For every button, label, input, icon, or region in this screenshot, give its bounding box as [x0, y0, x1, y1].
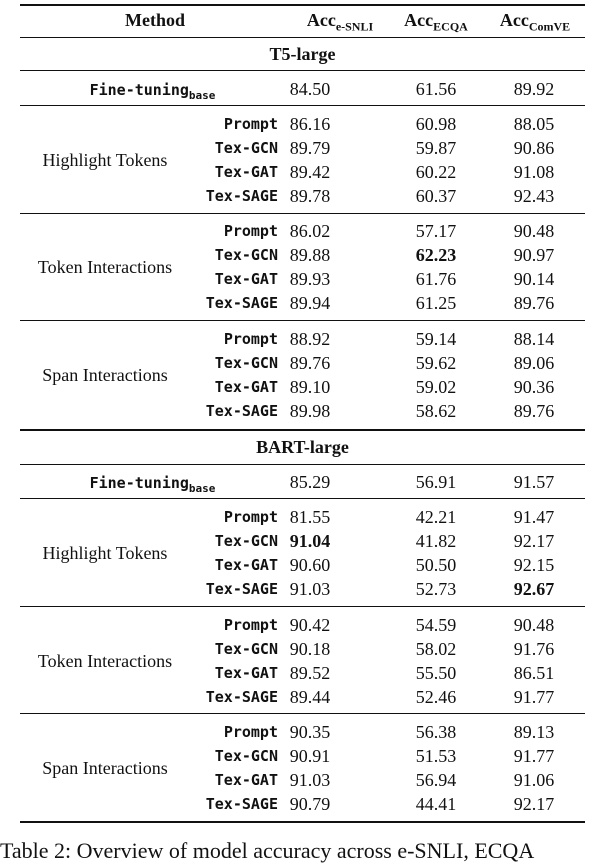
finetune-method: Fine-tuning$_{base}$ — [89, 474, 216, 495]
value-cell: 55.50 — [415, 663, 457, 683]
value-cell: 88.05 — [513, 114, 555, 134]
group-label: Highlight Tokens — [42, 150, 168, 170]
method-label: Tex-SAGE — [205, 402, 278, 420]
value-cell: 91.57 — [513, 472, 555, 492]
value-cell: 89.42 — [289, 162, 331, 182]
group-label: Highlight Tokens — [42, 543, 168, 563]
method-label: Tex-SAGE — [205, 688, 278, 706]
value-cell: 41.82 — [415, 531, 457, 551]
value-cell: 89.92 — [513, 79, 555, 99]
value-cell: 90.91 — [289, 746, 331, 766]
method-label: Prompt — [223, 616, 278, 634]
header-method: Method — [125, 10, 185, 30]
value-cell: 58.02 — [415, 639, 457, 659]
value-cell: 91.08 — [513, 162, 555, 182]
group-label: Span Interactions — [42, 365, 168, 385]
value-cell: 61.76 — [415, 269, 457, 289]
t5-group1-rule — [20, 213, 585, 214]
value-cell-best: 62.23 — [415, 245, 457, 265]
method-label: Tex-GCN — [214, 139, 278, 157]
section-title-bart: BART-large — [256, 437, 349, 457]
value-cell: 60.37 — [415, 186, 457, 206]
group-label: Token Interactions — [37, 257, 173, 277]
value-cell: 89.44 — [289, 687, 331, 707]
value-cell: 51.53 — [415, 746, 457, 766]
group-label: Token Interactions — [37, 651, 173, 671]
bart-title-rule — [20, 464, 585, 465]
finetune-method: Fine-tuning$_{base}$ — [89, 81, 216, 102]
value-cell: 56.38 — [415, 722, 457, 742]
value-cell: 90.48 — [513, 221, 555, 241]
value-cell: 90.97 — [513, 245, 555, 265]
method-label: Tex-GCN — [214, 640, 278, 658]
value-cell: 90.36 — [513, 377, 555, 397]
value-cell: 60.98 — [415, 114, 457, 134]
value-cell: 52.46 — [415, 687, 457, 707]
value-cell: 90.35 — [289, 722, 331, 742]
value-cell: 61.56 — [415, 79, 457, 99]
value-cell: 89.52 — [289, 663, 331, 683]
value-cell: 90.48 — [513, 615, 555, 635]
value-cell: 59.62 — [415, 353, 457, 373]
method-label: Prompt — [223, 330, 278, 348]
value-cell: 58.62 — [415, 401, 457, 421]
table-bottom-rule — [20, 821, 585, 823]
value-cell: 89.98 — [289, 401, 331, 421]
value-cell: 92.17 — [513, 794, 555, 814]
value-cell: 61.25 — [415, 293, 457, 313]
value-cell: 90.18 — [289, 639, 331, 659]
t5-title-rule — [20, 70, 585, 71]
value-cell: 86.51 — [513, 663, 555, 683]
method-label: Tex-SAGE — [205, 187, 278, 205]
method-label: Tex-GAT — [214, 163, 278, 181]
value-cell: 54.59 — [415, 615, 457, 635]
value-cell: 89.76 — [513, 401, 555, 421]
method-label: Tex-GCN — [214, 246, 278, 264]
method-label: Tex-GCN — [214, 532, 278, 550]
value-cell: 89.13 — [513, 722, 555, 742]
value-cell: 59.87 — [415, 138, 457, 158]
value-cell: 89.78 — [289, 186, 331, 206]
value-cell: 50.50 — [415, 555, 457, 575]
table-caption: Table 2: Overview of model accuracy across e-SNLI, ECQA — [0, 838, 535, 863]
value-cell: 89.94 — [289, 293, 331, 313]
value-cell: 59.02 — [415, 377, 457, 397]
value-cell: 42.21 — [415, 507, 457, 527]
section-title-t5: T5-large — [269, 44, 336, 64]
value-cell: 91.77 — [513, 746, 555, 766]
value-cell: 90.79 — [289, 794, 331, 814]
value-cell: 90.42 — [289, 615, 331, 635]
header-acc-esnli: Acc$_{e-SNLI}$ — [306, 10, 374, 34]
value-cell: 59.14 — [415, 329, 457, 349]
value-cell: 86.16 — [289, 114, 331, 134]
value-cell: 90.86 — [513, 138, 555, 158]
method-label: Tex-GAT — [214, 664, 278, 682]
t5-group2-rule — [20, 320, 585, 321]
header-acc-ecqa: Acc$_{ECQA}$ — [404, 10, 468, 34]
value-cell: 86.02 — [289, 221, 331, 241]
section-divider-rule — [20, 429, 585, 431]
value-cell: 88.14 — [513, 329, 555, 349]
method-label: Tex-SAGE — [205, 580, 278, 598]
value-cell: 92.43 — [513, 186, 555, 206]
value-cell: 88.92 — [289, 329, 331, 349]
value-cell: 90.14 — [513, 269, 555, 289]
value-cell: 52.73 — [415, 579, 457, 599]
value-cell: 92.15 — [513, 555, 555, 575]
bart-group2-rule — [20, 713, 585, 714]
method-label: Tex-GAT — [214, 270, 278, 288]
value-cell: 57.17 — [415, 221, 457, 241]
value-cell: 89.10 — [289, 377, 331, 397]
value-cell: 91.47 — [513, 507, 555, 527]
value-cell: 56.91 — [415, 472, 457, 492]
value-cell: 91.03 — [289, 770, 331, 790]
value-cell: 91.03 — [289, 579, 331, 599]
value-cell: 91.77 — [513, 687, 555, 707]
value-cell: 85.29 — [289, 472, 331, 492]
value-cell: 60.22 — [415, 162, 457, 182]
value-cell: 56.94 — [415, 770, 457, 790]
value-cell-best: 92.67 — [513, 579, 555, 599]
value-cell: 81.55 — [289, 507, 331, 527]
value-cell: 90.60 — [289, 555, 331, 575]
value-cell: 89.76 — [513, 293, 555, 313]
table-top-rule — [20, 4, 585, 6]
value-cell: 84.50 — [289, 79, 331, 99]
value-cell: 91.06 — [513, 770, 555, 790]
method-label: Tex-SAGE — [205, 294, 278, 312]
value-cell: 89.79 — [289, 138, 331, 158]
value-cell: 92.17 — [513, 531, 555, 551]
value-cell-best: 91.04 — [289, 531, 331, 551]
method-label: Tex-SAGE — [205, 795, 278, 813]
header-acc-comve: Acc$_{ComVE}$ — [499, 10, 571, 34]
method-label: Prompt — [223, 115, 278, 133]
value-cell: 91.76 — [513, 639, 555, 659]
value-cell: 89.06 — [513, 353, 555, 373]
value-cell: 44.41 — [415, 794, 457, 814]
method-label: Prompt — [223, 723, 278, 741]
method-label: Tex-GCN — [214, 354, 278, 372]
method-label: Tex-GAT — [214, 771, 278, 789]
value-cell: 89.88 — [289, 245, 331, 265]
method-label: Tex-GAT — [214, 556, 278, 574]
method-label: Tex-GAT — [214, 378, 278, 396]
value-cell: 89.76 — [289, 353, 331, 373]
method-label: Prompt — [223, 508, 278, 526]
method-label: Prompt — [223, 222, 278, 240]
value-cell: 89.93 — [289, 269, 331, 289]
method-label: Tex-GCN — [214, 747, 278, 765]
group-label: Span Interactions — [42, 758, 168, 778]
bart-group1-rule — [20, 606, 585, 607]
